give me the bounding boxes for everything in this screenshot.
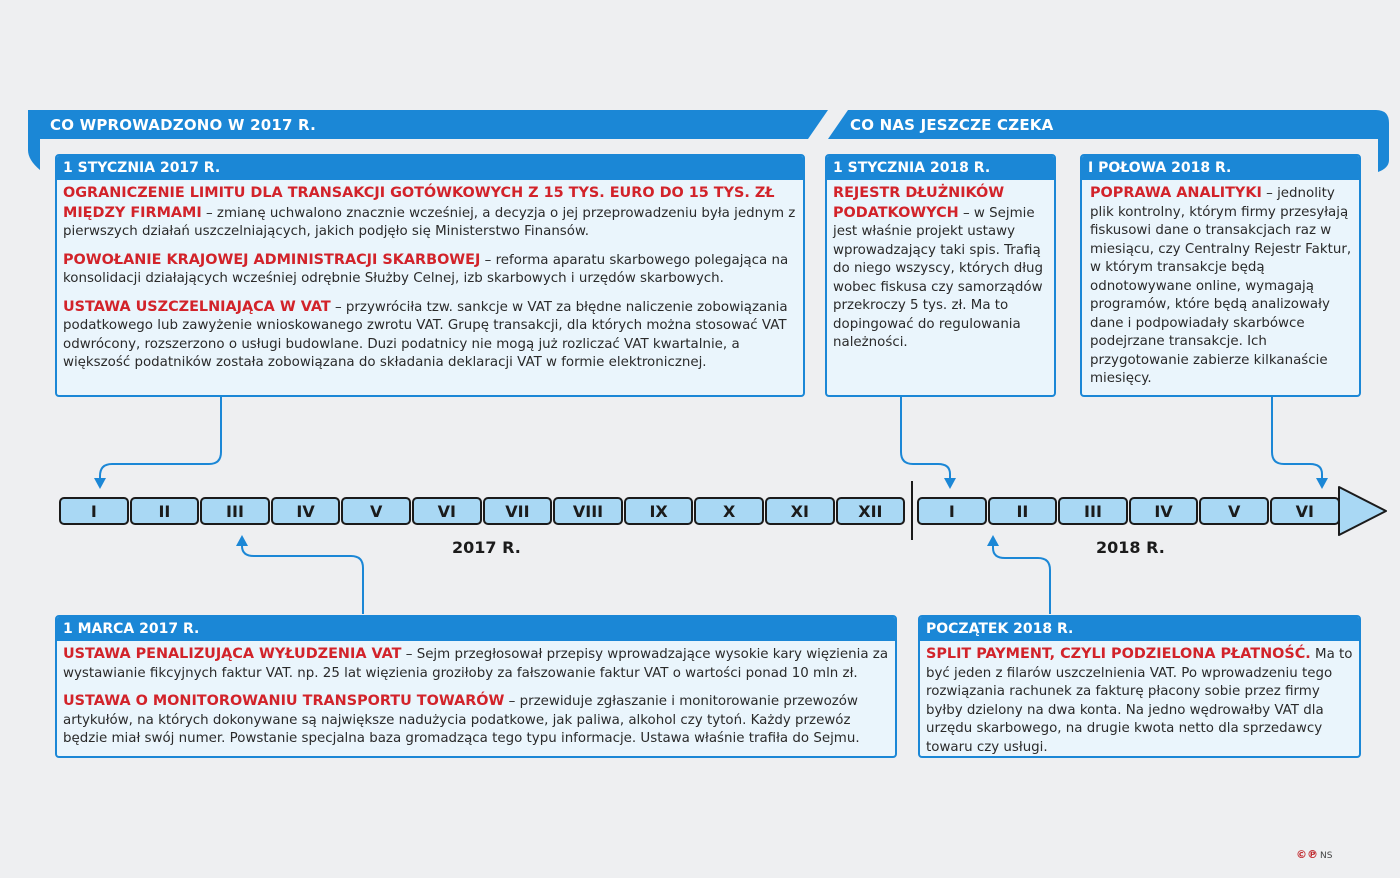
event-box-title: 1 STYCZNIA 2017 R. — [57, 156, 803, 180]
event-item — [63, 692, 889, 749]
month-cell-2017-7: VII — [483, 497, 553, 525]
event-item-head: USTAWA USZCZELNIAJĄCA W VAT — [63, 298, 331, 315]
event-item-text: – przewiduje zgłaszanie i monitorowanie przewozów artykułów, na których dokonywane są największe nadużycia podatkowe, jak paliwa, alkohol czy tytoń. Każdy przewóz będzie miał swój numer. Powstanie specjalna baza gromadząca tego typu informacje. Ustawa właśnie trafiła do Sejmu. — [63, 694, 860, 746]
credit — [1296, 848, 1332, 861]
year-label-2018: 2018 R. — [1096, 538, 1165, 557]
event-item-head: OGRANICZENIE LIMITU DLA TRANSAKCJI GOTÓWKOWYCH Z 15 TYS. EURO DO 15 TYS. ZŁ MIĘDZY FIRMAMI — [63, 185, 775, 221]
month-cell-2017-4: IV — [271, 497, 341, 525]
event-item-head: USTAWA PENALIZUJĄCA WYŁUDZENIA VAT — [63, 646, 402, 662]
event-item-head: SPLIT PAYMENT, CZYLI PODZIELONA PŁATNOŚĆ. — [926, 646, 1311, 662]
event-item-head: USTAWA O MONITOROWANIU TRANSPORTU TOWARÓW — [63, 693, 505, 709]
event-box-jan-2017 — [55, 154, 805, 397]
month-cell-2018-4: IV — [1129, 497, 1199, 525]
event-box-title: 1 MARCA 2017 R. — [57, 617, 895, 641]
event-item-head: REJESTR DŁUŻNIKÓW PODATKOWYCH — [833, 185, 1005, 221]
event-box-jan-2018 — [825, 154, 1056, 397]
event-item — [63, 184, 797, 242]
event-box-mar-2017 — [55, 615, 897, 758]
month-cell-2017-12: XII — [836, 497, 906, 525]
month-cell-2018-1: I — [917, 497, 987, 525]
month-cell-2017-10: X — [694, 497, 764, 525]
month-cell-2018-5: V — [1199, 497, 1269, 525]
month-cell-2017-3: III — [200, 497, 270, 525]
month-cell-2017-6: VI — [412, 497, 482, 525]
event-item-head: POPRAWA ANALITYKI — [1090, 185, 1262, 201]
event-box-h1-2018 — [1080, 154, 1361, 397]
event-item — [1090, 184, 1353, 389]
month-cell-2018-6: VI — [1270, 497, 1340, 525]
connector-jan2017 — [100, 396, 221, 486]
timeline-arrow-head — [1339, 487, 1386, 535]
month-cell-2017-11: XI — [765, 497, 835, 525]
copyright-symbol: ©℗ — [1296, 848, 1318, 861]
event-item — [926, 645, 1353, 757]
event-item — [63, 645, 889, 683]
month-cell-2017-2: II — [130, 497, 200, 525]
banner-label-introduced: CO WPROWADZONO W 2017 R. — [50, 116, 316, 134]
month-cell-2018-3: III — [1058, 497, 1128, 525]
event-box-start-2018 — [918, 615, 1361, 758]
connector-h1-2018 — [1272, 396, 1322, 486]
event-item-text: – w Sejmie jest właśnie projekt ustawy wprowadzający taki spis. Trafią do niego wszyscy, których dług wobec fiskusa czy samorządów przekroczy 5 tys. zł. Ma to dopingować do regulowania należności. — [833, 205, 1044, 350]
connector-start2018 — [993, 538, 1050, 614]
connector-mar2017 — [242, 538, 363, 614]
credit-initials: NS — [1320, 851, 1333, 861]
year-label-2017: 2017 R. — [452, 538, 521, 557]
month-cell-2017-8: VIII — [553, 497, 623, 525]
event-item-text: – zmianę uchwalono znacznie wcześniej, a decyzja o jej przeprowadzeniu była jednym z pierwszych działań uszczelniających, jakich podjęło się Ministerstwo Finansów. — [63, 205, 796, 239]
event-item-head: POWOŁANIE KRAJOWEJ ADMINISTRACJI SKARBOWEJ — [63, 251, 481, 268]
month-cell-2017-5: V — [341, 497, 411, 525]
event-item — [833, 184, 1048, 353]
connector-jan2018 — [901, 396, 950, 486]
event-box-title: POCZĄTEK 2018 R. — [920, 617, 1359, 641]
event-item-text: – reforma aparatu skarbowego polegająca na konsolidacji działających wcześniej odrębnie Służby Celnej, izb skarbowych i urzędów skarbowych. — [63, 252, 789, 286]
banner-label-upcoming: CO NAS JESZCZE CZEKA — [850, 116, 1054, 134]
month-cell-2017-9: IX — [624, 497, 694, 525]
event-item-text: – jednolity plik kontrolny, którym firmy przesyłają fiskusowi dane o transakcjach raz w miesiącu, czy Centralny Rejestr Faktur, w którym transakcje będą odnotowywane online, wymagają programów, które będą analizowały dane i podpowiadały skarbówce podejrzane transakcje. Ich przygotowanie zabierze kilkanaście miesięcy. — [1090, 186, 1352, 386]
month-cell-2017-1: I — [59, 497, 129, 525]
event-box-title: I POŁOWA 2018 R. — [1082, 156, 1359, 180]
event-item-text: Ma to być jeden z filarów uszczelnienia VAT. Po wprowadzeniu tego rozwiązania rachunek za fakturę płacony sobie przez firmy byłby dzielony na dwa konta. Na jedno wędrowałby VAT dla urzędu skarbowego, na drugie kwota netto dla sprzedawcy towaru czy usługi. — [926, 647, 1353, 755]
event-item — [63, 251, 797, 289]
event-item-text: – przywróciła tzw. sankcje w VAT za błędne naliczenie zobowiązania podatkowego lub zawyżenie wnioskowanego zwrotu VAT. Grupę transakcji, dla których można stosować VAT odwrócony, rozszerzono o usługi budowlane. Duzi podatnicy nie mogą już rozliczać VAT kwartalnie, a większość podatników została zobowiązana do składania deklaracji VAT w formie elektronicznej. — [63, 299, 788, 370]
event-item — [63, 298, 797, 373]
month-cell-2018-2: II — [988, 497, 1058, 525]
event-box-title: 1 STYCZNIA 2018 R. — [827, 156, 1054, 180]
event-item-text: – Sejm przegłosował przepisy wprowadzające wysokie kary więzienia za wystawianie fikcyjnych faktur VAT. np. 25 lat więzienia groziłoby za fałszowanie faktur VAT o wartości ponad 10 mln zł. — [63, 647, 889, 681]
